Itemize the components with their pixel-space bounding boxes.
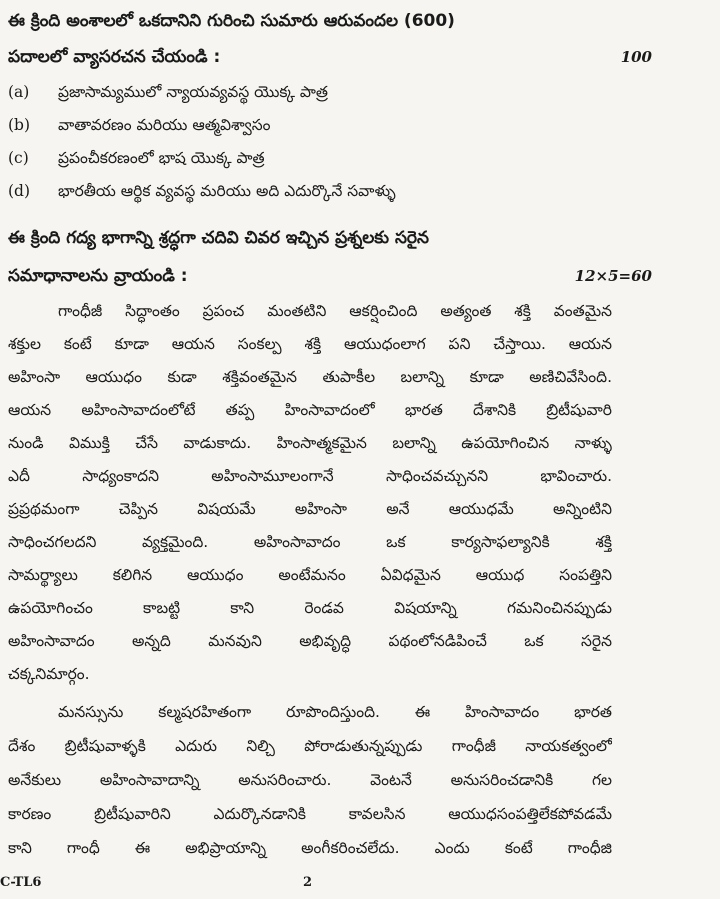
question-2-marks: 12×5=60 (574, 267, 652, 285)
passage-line: మనస్సును కల్మషరహితంగా రూపొందిస్తుంది. ఈ హింసావాదం భారత (58, 703, 612, 721)
option-d (8, 176, 396, 206)
passage-line: ప్రప్రథమంగా చెప్పిన విషయమే అహింసా అనే ఆయుధమే అన్నింటిని (8, 500, 612, 518)
passage-line: ఆయన అహింసావాదంలోటే తప్ప హింసావాదంలో భారత దేశానికి బ్రిటీషువారి (8, 401, 612, 419)
passage-line: కారణం బ్రిటీషువారిని ఎదుర్కొనడానికి కావలసిన ఆయుధసంపత్తిలేకపోవడమే (8, 805, 612, 823)
option-d-label: (d) (8, 182, 31, 200)
option-a (8, 77, 328, 107)
question-1-heading-line-2: పదాలలో వ్యాసరచన చేయండి : (8, 47, 221, 67)
passage-line: అనేకులు అహింసావాదాన్ని అనుసరించారు. వెంటనే అనుసరించడానికి గల (8, 771, 612, 789)
passage-line: ఉపయోగించం కాబట్టి కాని రెండవ విషయాన్ని గమనించినప్పుడు (8, 599, 612, 617)
option-c-text: ప్రపంచీకరణంలో భాష యొక్క పాత్ర (58, 149, 265, 167)
question-1-marks: 100 (620, 48, 652, 66)
option-b-text: వాతావరణం మరియు ఆత్మవిశ్వాసం (58, 116, 271, 134)
paper-code: C-TL6 (0, 875, 42, 890)
question-2-heading-line-2: సమాధానాలను వ్రాయండి : (8, 266, 188, 286)
passage-line: నుండి విముక్తి చేసే వాడుకాదు. హింసాత్మకమైన బలాన్ని ఉపయోగించిన నాళ్ళు (8, 434, 612, 452)
passage-line: ఎదీ సాధ్యంకాదని అహింసామూలంగానే సాధించవచ్చునని భావించారు. (8, 467, 612, 485)
passage-line: శక్తుల కంటే కూడా ఆయన సంకల్ప శక్తి ఆయుధంలాగ పని చేస్తాయి. ఆయన (8, 335, 612, 353)
passage-line: అహింసావాదం అన్నది మనవుని అభివృద్ధి పథంలోనడిపించే ఒక సరైన (8, 632, 612, 650)
option-a-label: (a) (8, 83, 30, 101)
passage-line: కాని గాంధీ ఈ అభిప్రాయాన్ని అంగీకరించలేదు. ఎందు కంటే గాంధీజి (8, 839, 612, 857)
passage-line: అహింసా ఆయుధం కుడా శక్తివంతమైన తుపాకీల బలాన్ని కూడా అణిచివేసింది. (8, 368, 612, 386)
option-c-label: (c) (8, 149, 29, 167)
passage-line: దేశం బ్రిటీషువాళ్ళకి ఎదురు నిల్చి పోరాడుతున్నప్పుడు గాంధీజీ నాయకత్వంలో (8, 737, 612, 755)
option-b (8, 110, 271, 140)
question-2-heading-line-1: ఈ క్రింది గద్య భాగాన్ని శ్రద్ధగా చదివి చివర ఇచ్చిన ప్రశ్నలకు సరైన (8, 228, 429, 248)
passage-line: సాధించగలదని వ్యక్తమైంది. అహింసావాదం ఒక కార్యసాఫల్యానికి శక్తి (8, 533, 612, 551)
passage-line: సామర్థ్యాలు కలిగిన ఆయుధం అంటేమనం ఏవిధమైన ఆయుధ సంపత్తిని (8, 566, 612, 584)
question-1-heading-line-1: ఈ క్రింది అంశాలలో ఒకదానిని గురించి సుమారు ఆరువందల (600) (8, 11, 455, 31)
option-c (8, 143, 265, 173)
passage-line: చక్కనిమార్గం. (8, 665, 90, 683)
page-number: 2 (303, 875, 313, 890)
option-a-text: ప్రజాసామ్యములో న్యాయవ్యవస్థ యొక్క పాత్ర (58, 83, 328, 101)
option-b-label: (b) (8, 116, 31, 134)
option-d-text: భారతీయ ఆర్థిక వ్యవస్థ మరియు అది ఎదుర్కొనే సవాళ్ళు (58, 182, 396, 200)
passage-line: గాంధీజీ సిద్ధాంతం ప్రపంచ మంతటిని ఆకర్షించింది అత్యంత శక్తి వంతమైన (58, 302, 612, 320)
